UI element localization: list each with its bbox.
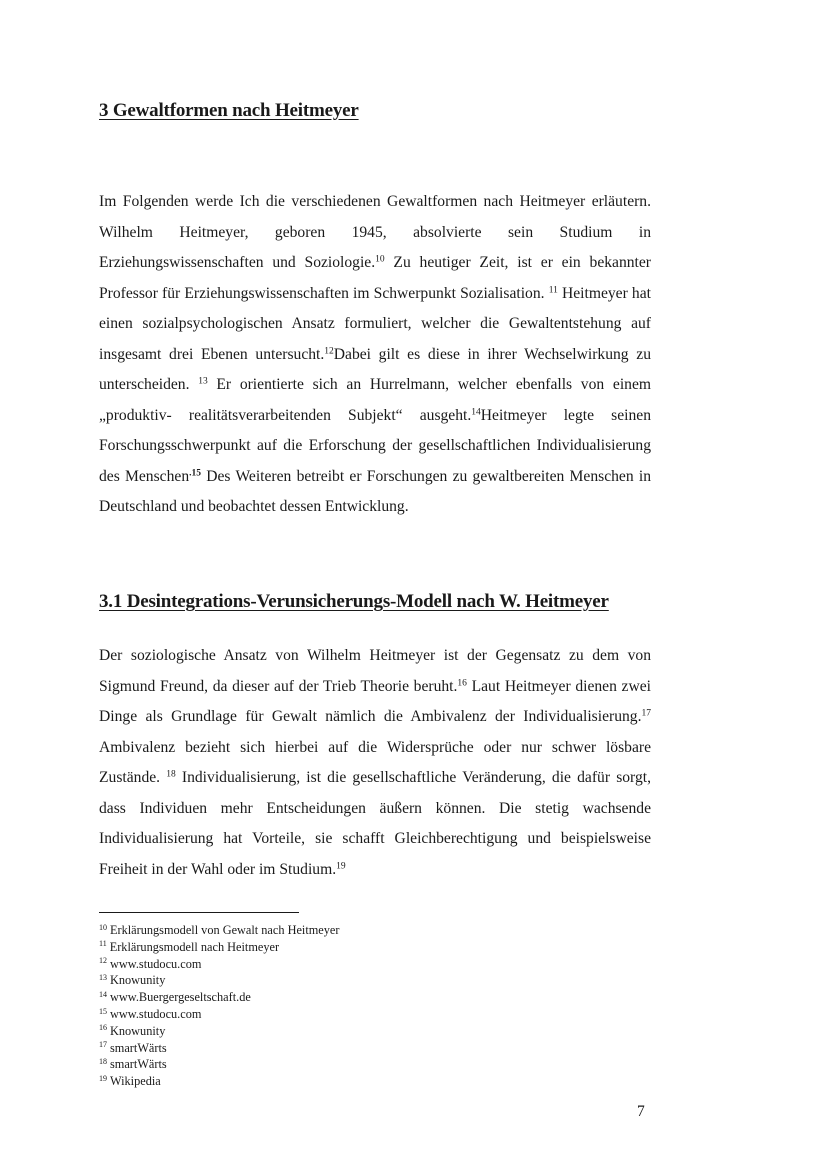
footnote-text: Knowunity: [110, 973, 166, 988]
footnote-text: Knowunity: [110, 1023, 166, 1038]
footnote-marker: 16: [457, 677, 467, 688]
text-run: Er orientierte sich an Hurrelmann, welcher ebenfalls von einem „produktiv- realitätsverarbeitenden Subjekt“ ausgeht.: [99, 376, 651, 424]
footnote-text: Wikipedia: [110, 1074, 161, 1089]
footnote-number: 10: [99, 922, 107, 932]
footnote-number: 14: [99, 989, 107, 999]
subsection-heading: 3.1 Desintegrations-Verunsicherungs-Modell nach W. Heitmeyer: [99, 591, 609, 612]
text-run: Individualisierung, ist die gesellschaftliche Veränderung, die dafür sorgt, dass Individuen mehr Entscheidungen äußern können. Die stetig wachsende Individualisierung hat Vorteile, sie schafft Gleichberechtigung und beispielsweise Freiheit in der Wahl oder im Studium.: [99, 769, 651, 878]
footnote-number: 11: [99, 939, 107, 949]
section-heading: 3 Gewaltformen nach Heitmeyer: [99, 100, 359, 121]
text-run: Der soziologische Ansatz von Wilhelm Heitmeyer ist der Gegensatz zu dem von Sigmund Freund, da dieser auf der Trieb Theorie beruht.: [99, 647, 651, 695]
paragraph-model: [99, 641, 651, 885]
footnote-text: www.studocu.com: [110, 1006, 202, 1021]
text-run: Heitmeyer hat einen sozialpsychologischen Ansatz formuliert, welcher die Gewaltentstehung auf insgesamt drei Ebenen untersucht.: [99, 284, 651, 363]
footnote-marker: 18: [166, 769, 176, 780]
footnote-text: Erklärungsmodell von Gewalt nach Heitmeyer: [110, 923, 340, 937]
footnote-item: [99, 989, 599, 1006]
footnote-marker: 11: [548, 284, 558, 295]
footnote-item: [99, 922, 599, 939]
footnote-marker: 12: [324, 345, 334, 356]
footnote-number: 16: [99, 1023, 107, 1033]
footnote-marker: 14: [471, 406, 481, 417]
footnote-item: [99, 1006, 599, 1023]
footnote-marker-bold: .15: [189, 467, 201, 478]
footnote-number: 19: [99, 1073, 107, 1083]
footnote-text: Erklärungsmodell nach Heitmeyer: [109, 939, 280, 954]
footnote-item: [99, 939, 599, 956]
text-run: Ambivalenz bezieht sich hierbei auf die Widersprüche oder nur schwer lösbare Zustände.: [99, 738, 651, 786]
footnote-marker: 10: [375, 254, 385, 265]
footnote-item: [99, 1023, 599, 1040]
footnote-list: [99, 922, 599, 1090]
footnote-item: [99, 956, 599, 973]
footnote-number: 18: [99, 1056, 107, 1066]
page-number: 7: [637, 1103, 645, 1120]
text-run: Im Folgenden werde Ich die verschiedenen Gewaltformen nach Heitmeyer erläutern. Wilhelm Heitmeyer, geboren 1945, absolvierte sein Studium in Erziehungswissenschaften und Soziologie.: [99, 193, 651, 271]
paragraph-intro: [99, 187, 651, 523]
footnote-marker: 13: [198, 376, 208, 387]
footnote-text: smartWärts: [110, 1040, 167, 1055]
footnote-item: [99, 1040, 599, 1057]
text-run: Des Weiteren betreibt er Forschungen zu gewaltbereiten Menschen in Deutschland und beobachtet dessen Entwicklung.: [99, 467, 651, 515]
footnote-number: 17: [99, 1040, 107, 1050]
footnote-number: 13: [99, 973, 107, 982]
footnote-marker: 17: [641, 708, 651, 719]
footnote-item: [99, 1073, 599, 1090]
text-run: Zu heutiger Zeit, ist er ein bekannter Professor für Erziehungswissenschaften im Schwerpunkt Sozialisation.: [99, 254, 651, 302]
footnote-divider: [99, 912, 299, 913]
text-run: Dabei gilt es diese in ihrer Wechselwirkung zu unterscheiden.: [99, 345, 651, 393]
footnote-item: [99, 972, 599, 989]
footnote-text: smartWärts: [110, 1057, 167, 1072]
text-run: Heitmeyer legte seinen Forschungsschwerpunkt auf die Erforschung der gesellschaftlichen Individualisierung des Menschen: [99, 406, 651, 485]
footnote-item: [99, 1056, 599, 1073]
footnote-text: www.studocu.com: [110, 956, 202, 971]
footnote-number: 12: [99, 956, 107, 966]
footnote-marker: 19: [336, 860, 346, 871]
text-run: Laut Heitmeyer dienen zwei Dinge als Grundlage für Gewalt nämlich die Ambivalenz der Individualisierung.: [99, 677, 651, 725]
footnote-number: 15: [99, 1006, 107, 1016]
footnote-text: www.Buergergeseltschaft.de: [110, 990, 251, 1005]
